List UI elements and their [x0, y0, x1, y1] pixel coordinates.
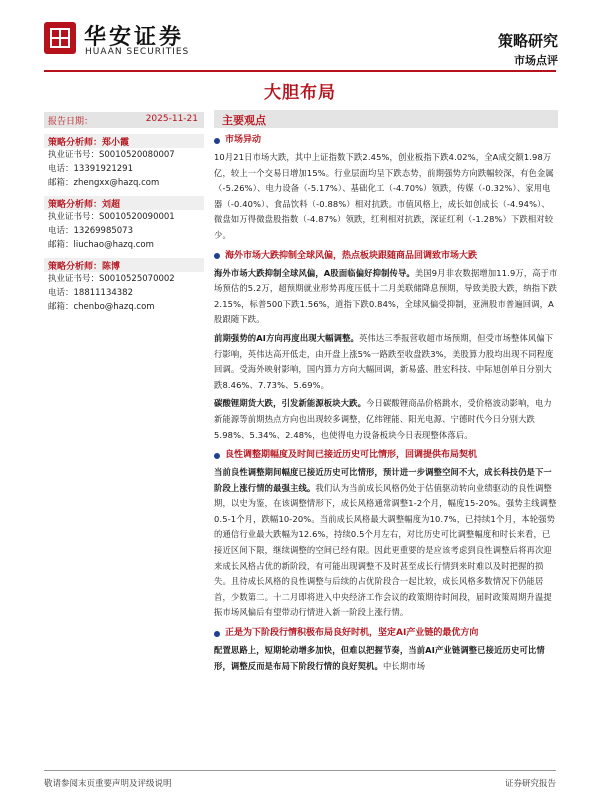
- analyst-phone: 电话：13391921291: [48, 164, 133, 174]
- report-subtype: 市场点评: [514, 54, 558, 67]
- paragraph-body: 今日碳酸锂商品价格跳水，受价格波动影响，电力新能源等前期热点方向也出现较多调整，亿纬锂能、阳光电源、宁德时代今日分别大跌5.98%、5.34%、2.48%，也使得电力设备板块今日表现整体落后。: [214, 398, 552, 440]
- analyst-phone: 电话：18811134382: [48, 288, 133, 298]
- section-heading: [214, 134, 558, 147]
- section-title: 市场异动: [225, 135, 262, 145]
- section-title: 正是为下阶段行情积极布局良好时机，坚定AI产业链的最优方向: [225, 628, 479, 639]
- analyst-email: 邮箱：zhengxx@hazq.com: [48, 178, 160, 188]
- report-date-row: [44, 112, 204, 128]
- paragraph-body: 中长期市场: [382, 660, 426, 671]
- paragraph: 10月21日市场大跌，其中上证指数下跌2.45%，创业板指下跌4.02%，全A成交额1.98万亿，较上一个交易日增加15%。行业层面均呈下跌态势，前期强势方向跌幅较深，有色金属（-5.26%）、电力设备（-5.17%）、基础化工（-4.70%）领跌，传媒（-0.32%）、家用电器（-0.40%）、食品饮料（-0.88%）相对抗跌。市值风格上，成长如创成长（-4.94%）、微盘如万得微盘股指数（-4.87%）领跌，红利相对抗跌，深证红利（-1.28%）下跌相对较少。: [214, 152, 554, 240]
- paragraph-lead: 碳酸锂期货大跌，引发新能源板块大跌。: [214, 398, 367, 409]
- paragraph: [214, 396, 558, 443]
- sidebar: [44, 112, 204, 314]
- huaan-logo-icon: [44, 22, 76, 54]
- analyst-email: 邮箱：chenbo@hazq.com: [48, 302, 155, 312]
- main-content: [214, 110, 558, 674]
- logo-text-cn: 华安证券: [84, 24, 185, 50]
- analyst-cert: 执业证书号：S0010525070002: [48, 274, 175, 284]
- section-heading: [214, 627, 558, 640]
- section-heading: [214, 449, 558, 462]
- bullet-icon: [214, 138, 220, 144]
- paragraph: [214, 266, 558, 328]
- paragraph-lead: 配置思路上，短期轮动增多加快，但难以把握节奏，当前AI产业链调整已接近历史可比情形，调整反而是布局下阶段行情的良好契机。: [214, 645, 545, 671]
- section-title: 良性调整期幅度及时间已接近历史可比情形，回调提供布局契机: [225, 450, 478, 461]
- paragraph-lead: 当前良性调整期间幅度已接近历史可比情形，预计进一步调整空间不大，成长科技仍是下一阶段上涨行情的最强主线。: [214, 467, 552, 493]
- analyst-email: 邮箱：liuchao@hazq.com: [48, 240, 154, 250]
- analyst-cert: 执业证书号：S0010520090001: [48, 212, 175, 222]
- key-points-heading: 主要观点: [214, 110, 558, 128]
- paragraph-body: 英伟达三季报营收超市场预期，但受市场整体风偏下行影响，英伟达高开低走，由开盘上涨5%一路跌至收盘跌3%，美股算力股均出现不同程度回调。受海外映射影响，国内算力方向大幅回调，新易盛、胜宏科技、中际旭创单日分别大跌8.46%、7.73%、5.69%。: [214, 332, 554, 390]
- paragraph-body: 美国9月非农数据增加11.9万，高于市场预估的5.2万，超预期就业形势再度压低十二月美联储降息预期，导致美股大跌，纳指下跌2.15%，标普500下跌1.56%，道指下跌0.84%，全球风偏受抑制，亚洲股市普遍回调，A股跟随下跌。: [214, 267, 558, 325]
- analyst-cert: 执业证书号：S0010520080007: [48, 150, 175, 160]
- paragraph-body: 我们认为当前成长风格仍处于估值驱动转向业绩驱动的良性调整期，以史为鉴，在该调整情形下，成长风格通常调整1-2个月，幅度15-20%。强势主线调整0.5-1个月，跌幅10-20%。当前成长风格最大调整幅度为10.7%，已持续1个月，本轮强势的通信行业最大跌幅为12.6%，持续0.5个月左右，对比历史可比调整幅度和时长来看，已接近区间下限，继续调整的空间已经有限。因此更重要的是应该考虑到良性调整后将再次迎来成长风格占优的新阶段，有可能出现调整不及时甚至成长行情到来时难以及时把握的损失。且待成长风格的良性调整与后续的占优阶段合一起比较，成长风格多数情况下仍能居首，少数第二。十二月即将进入中央经济工作会议的政策期待时间段，届时政策周期升温提振市场风偏后有望带动行情进入新一阶段上涨行情。: [214, 482, 557, 618]
- report-type: 策略研究: [497, 32, 558, 50]
- section-heading: [214, 250, 558, 263]
- paragraph: [214, 465, 558, 621]
- bullet-icon: [214, 453, 220, 459]
- paragraph-lead: 前期强势的AI方向再度出现大幅调整。: [214, 332, 359, 343]
- page-footer: [44, 770, 556, 790]
- paragraph: [214, 643, 558, 674]
- header-divider: [44, 70, 556, 72]
- report-header: [0, 0, 600, 72]
- disclaimer-note: 敬请参阅末页重要声明及评级说明: [44, 779, 172, 789]
- analyst-heading: 策略分析师：陈博: [44, 258, 204, 272]
- date-label: 报告日期：: [48, 117, 94, 127]
- section-title: 海外市场大跌抑制全球风偏，热点板块跟随商品回调致市场大跌: [225, 250, 478, 261]
- report-title: 大胆布局: [264, 83, 336, 103]
- paragraph: [214, 331, 558, 393]
- report-label: 证券研究报告: [504, 779, 556, 789]
- logo-text-en: HUAAN SECURITIES: [85, 47, 190, 57]
- analyst-phone: 电话：13269985073: [48, 226, 133, 236]
- analyst-heading: 策略分析师：郑小霞: [44, 134, 204, 148]
- bullet-icon: [214, 253, 220, 259]
- paragraph-lead: 海外市场大跌抑制全球风偏，A股面临偏好抑制传导。: [214, 267, 415, 278]
- bullet-icon: [214, 631, 220, 637]
- date-value: 2025-11-21: [145, 114, 198, 124]
- analyst-heading: 策略分析师：刘超: [44, 196, 204, 210]
